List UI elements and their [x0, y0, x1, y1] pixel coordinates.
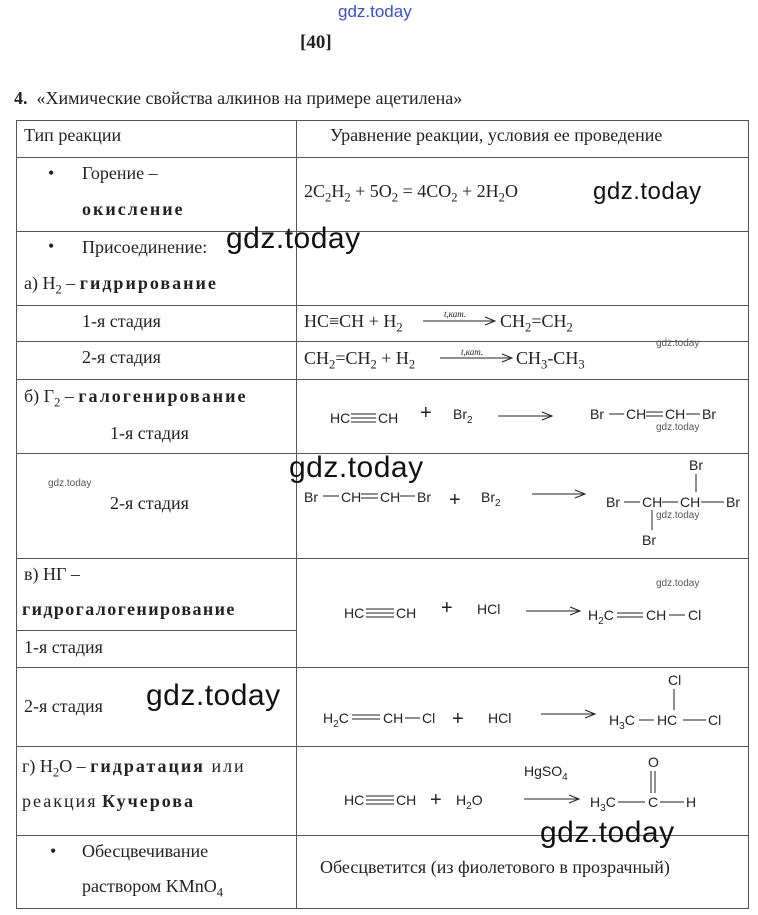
header-reaction-type: Тип реакции: [24, 125, 122, 145]
svg-text:Cl: Cl: [668, 672, 682, 688]
svg-text:Br: Br: [726, 494, 740, 510]
svg-text:CH: CH: [665, 406, 686, 422]
hydrogenation-stage1: 1-я стадия: [82, 311, 161, 331]
svg-text:HCl: HCl: [488, 710, 512, 726]
svg-text:CH: CH: [380, 489, 401, 505]
svg-text:CH: CH: [378, 410, 399, 426]
task-number: 4.: [14, 88, 28, 108]
svg-text:CH: CH: [383, 710, 404, 726]
svg-text:Br2: $Br_2$: [481, 489, 501, 509]
page-number: [40]: [300, 32, 332, 53]
bullet-combustion: •: [48, 163, 55, 183]
bullet-decolorization: •: [50, 841, 57, 861]
hydrogenation-prod1: $CH_2=CH_2$: [500, 311, 573, 335]
watermark: gdz.today: [656, 422, 700, 433]
hydrohalogenation-eq2: [296, 668, 748, 746]
svg-text:O: O: [648, 754, 659, 770]
svg-text:Cl: Cl: [708, 712, 722, 728]
watermark: gdz.today: [226, 222, 361, 255]
watermark: gdz.today: [146, 679, 281, 712]
svg-text:HC: HC: [344, 792, 365, 808]
svg-text:CH: CH: [646, 607, 667, 623]
watermark-top: gdz.today: [338, 2, 412, 21]
hydrohalogenation-bold: гидрогалогенирование: [22, 599, 236, 619]
watermark: gdz.today: [289, 451, 424, 484]
combustion-bold: окисление: [82, 199, 185, 219]
hydrogenation-label: а) $H_2$ – гидрирование: [24, 273, 218, 297]
cond-label: t,кат.: [444, 309, 467, 319]
svg-text:CH: CH: [341, 489, 362, 505]
svg-text:CH: CH: [642, 494, 663, 510]
svg-text:H: H: [657, 712, 668, 728]
halogenation-stage1: 1-я стадия: [110, 423, 189, 443]
svg-text:C: C: [667, 712, 678, 728]
combustion-label: Горение –: [82, 163, 158, 183]
svg-text:H2O: $H_2O$: [456, 792, 483, 812]
svg-text:CH: CH: [396, 792, 417, 808]
svg-text:+: +: [420, 402, 432, 424]
hydrogenation-eq1: $HC\equiv CH + H_2$: [304, 311, 403, 335]
svg-text:H3C: $H_3C$: [609, 712, 635, 732]
svg-text:Br: Br: [702, 406, 716, 422]
svg-text:+: +: [449, 489, 461, 511]
addition-label: Присоединение:: [82, 237, 208, 257]
svg-text:CH: CH: [680, 494, 701, 510]
hydrohalogenation-label: в) НГ –: [24, 564, 80, 584]
svg-text:HC: HC: [330, 410, 351, 426]
hydrohalogenation-stage2: 2-я стадия: [24, 696, 103, 716]
hydration-label2: реакция Кучерова: [22, 791, 196, 811]
svg-text:+: +: [430, 789, 442, 811]
hydrogenation-prod2: $CH_3-CH_3$: [516, 348, 585, 372]
halogenation-stage2: 2-я стадия: [110, 493, 189, 513]
watermark: gdz.today: [540, 816, 675, 849]
task-title: «Химические свойства алкинов на примере ацетилена»: [36, 88, 463, 108]
svg-text:Cl: Cl: [422, 710, 436, 726]
cond-label: t,кат.: [461, 347, 484, 357]
svg-text:H2C: $H_2C$: [588, 607, 614, 627]
svg-text:Br: Br: [606, 494, 620, 510]
watermark: gdz.today: [656, 338, 700, 349]
reaction-arrow: [440, 353, 514, 363]
hydrogenation-eq2: $CH_2=CH_2 + H_2$: [304, 348, 416, 372]
header-equation: Уравнение реакции, условия ее проведение: [330, 125, 663, 145]
svg-text:Br: Br: [689, 457, 703, 473]
svg-text:Br2: $Br_2$: [453, 406, 473, 426]
hydration-label: г) $H_2O$ – гидратация или: [22, 756, 246, 780]
decolorization-line1: Обесцвечивание: [82, 841, 209, 861]
svg-text:+: +: [441, 597, 453, 619]
svg-text:Cl: Cl: [688, 607, 702, 623]
watermark: gdz.today: [593, 178, 702, 205]
svg-text:HC: HC: [344, 605, 365, 621]
reaction-arrow: [423, 316, 497, 326]
watermark: gdz.today: [656, 578, 700, 589]
svg-text:HCl: HCl: [477, 601, 501, 617]
hydrogenation-stage2: 2-я стадия: [82, 347, 161, 367]
svg-text:H2C: $H_2C$: [323, 710, 349, 730]
watermark: gdz.today: [656, 510, 700, 521]
svg-text:+: +: [452, 708, 464, 730]
hydrohalogenation-stage1: 1-я стадия: [24, 637, 103, 657]
svg-text:CH: CH: [626, 406, 647, 422]
svg-text:C: C: [648, 794, 659, 810]
halogenation-label: б) $Г_2$ – галогенирование: [24, 386, 248, 410]
hydration-eq: [296, 747, 748, 835]
svg-text:Br: Br: [304, 489, 318, 505]
decolorization-result: Обесцветится (из фиолетового в прозрачный): [320, 857, 670, 877]
svg-text:Br: Br: [642, 532, 656, 548]
svg-text:H3C: $H_3C$: [590, 794, 616, 814]
svg-text:Br: Br: [417, 489, 431, 505]
svg-text:CH: CH: [396, 605, 417, 621]
svg-text:Br: Br: [590, 406, 604, 422]
watermark: gdz.today: [48, 478, 92, 489]
halogenation-eq1: [296, 380, 748, 453]
svg-text:H: H: [686, 794, 697, 810]
hydrohalogenation-eq1: [296, 559, 748, 667]
halogenation-eq2: [296, 454, 748, 558]
decolorization-line2: раствором KMnO$_4$: [82, 876, 224, 900]
combustion-equation: $2C_2H_2 + 5O_2 = 4CO_2 + 2H_2O$: [304, 181, 518, 205]
bullet-addition: •: [48, 236, 55, 256]
svg-text:HgSO4: HgSO$_4$: [524, 763, 568, 783]
